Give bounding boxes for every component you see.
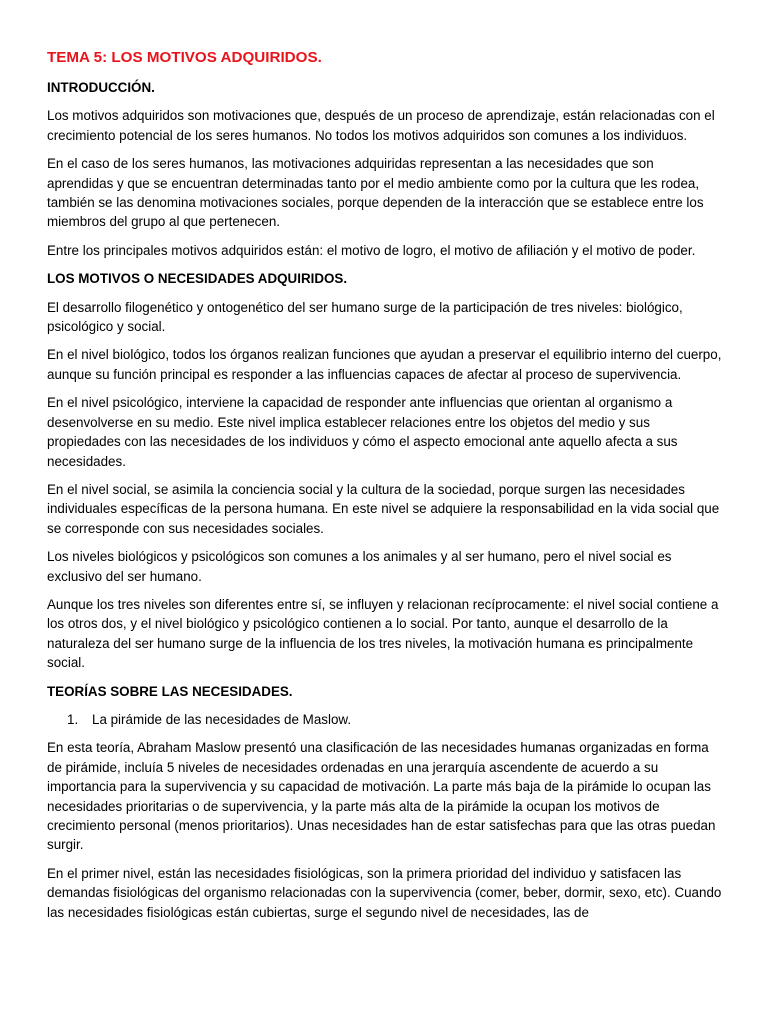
paragraph: En el primer nivel, están las necesidades fisiológicas, son la primera prioridad del individuo y satisfacen las demandas fisiológicas del organismo relacionadas con la supervivencia (comer, beber, dormir, sexo, etc). Cuando las necesidades fisiológicas están cubiertas, surge el segundo nivel de necesidades, las de (47, 865, 722, 920)
section-heading-teorias: TEORÍAS SOBRE LAS NECESIDADES. (47, 683, 293, 699)
paragraph: El desarrollo filogenético y ontogenético del ser humano surge de la participación de tres niveles: biológico, psicológico y social. (47, 299, 683, 335)
paragraph: En el nivel social, se asimila la conciencia social y la cultura de la sociedad, porque surgen las necesidades individuales específicas de la persona humana. En este nivel se adquiere la responsabilidad en la vida social que se corresponde con sus necesidades sociales. (47, 481, 720, 536)
paragraph: En el nivel psicológico, interviene la capacidad de responder ante influencias que orientan al organismo a desenvolverse en su medio. Este nivel implica establecer relaciones entre los objetos del medio y sus propiedades con las necesidades de los individuos y cómo el aspecto emocional ante aquello afecta a sus necesidades. (47, 395, 678, 469)
paragraph: Entre los principales motivos adquiridos están: el motivo de logro, el motivo de afiliación y el motivo de poder. (47, 242, 696, 258)
paragraph: Aunque los tres niveles son diferentes entre sí, se influyen y relacionan recíprocamente: el nivel social contiene a los otros dos, y el nivel biológico y psicológico contienen a lo social. Por tanto, aunque el desarrollo de la naturaleza del ser humano surge de la influencia de los tres niveles, la motivación humana es principalmente social. (47, 596, 719, 671)
document-title: TEMA 5: LOS MOTIVOS ADQUIRIDOS. (47, 49, 322, 66)
paragraph: Los niveles biológicos y psicológicos son comunes a los animales y al ser humano, pero el nivel social es exclusivo del ser humano. (47, 549, 672, 584)
list-number: 1. (67, 711, 79, 727)
paragraph: En el caso de los seres humanos, las motivaciones adquiridas representan a las necesidades que son aprendidas y que se encuentran determinadas tanto por el medio ambiente como por la cultura que les rodea, también se las denomina motivaciones sociales, porque dependen de la interacción que se establece entre los miembros del grupo al que pertenecen. (47, 156, 704, 230)
paragraph: Los motivos adquiridos son motivaciones que, después de un proceso de aprendizaje, están relacionadas con el crecimiento potencial de los seres humanos. No todos los motivos adquiridos son comunes a los individuos. (47, 108, 715, 143)
list-item-text: La pirámide de las necesidades de Maslow. (92, 711, 352, 727)
section-heading-introduccion: INTRODUCCIÓN. (47, 80, 155, 95)
paragraph: En esta teoría, Abraham Maslow presentó una clasificación de las necesidades humanas organizadas en forma de pirámide, incluía 5 niveles de necesidades ordenadas en una jerarquía ascendente de acuerdo a su importancia para la supervivencia y su capacidad de motivación. La parte más baja de la pirámide lo ocupan las necesidades prioritarias o de supervivencia, y la parte más alta de la pirámide la ocupan los motivos de crecimiento personal (menos prioritarios). Unas necesidades han de estar satisfechas para que las otras puedan surgir. (47, 740, 716, 853)
list-item-maslow (47, 710, 723, 729)
paragraph: En el nivel biológico, todos los órganos realizan funciones que ayudan a preservar el equilibrio interno del cuerpo, aunque su función principal es responder a las influencias capaces de afectar al proceso de supervivencia. (47, 347, 722, 382)
section-heading-motivos-necesidades: LOS MOTIVOS O NECESIDADES ADQUIRIDOS. (47, 271, 348, 287)
document-page (47, 48, 723, 931)
